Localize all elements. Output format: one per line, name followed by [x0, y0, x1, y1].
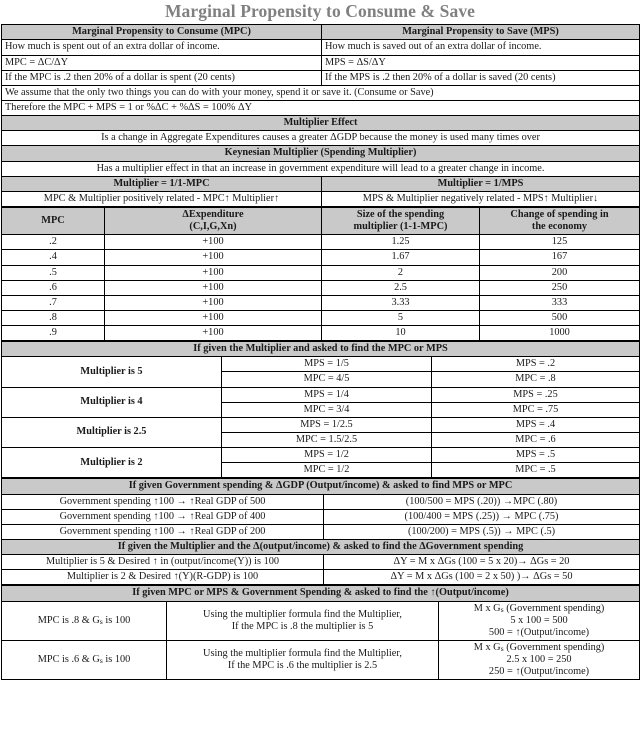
col-header-change-spending	[480, 207, 640, 234]
table-row	[2, 417, 640, 432]
cell-multiplier: 1.67	[322, 250, 480, 265]
find-output-header: If given MPC or MPS & Government Spending & asked to find the ↑(Output/income)	[2, 586, 640, 601]
computed-result: ΔY = M x ΔGs (100 = 5 x 20)→ ΔGs = 20	[324, 555, 640, 570]
mpc-decimal: MPC = .6	[432, 433, 640, 448]
result-line1-prefix: M x G	[473, 602, 501, 614]
table-row	[2, 586, 640, 601]
method-line2: If the MPC is .8 the multiplier is 5	[231, 620, 374, 632]
given-scenario: Multiplier is 2 & Desired ↑(Y)(R-GDP) is 100	[2, 570, 324, 585]
given-mpc-gs	[2, 601, 167, 640]
cell-change: 333	[480, 295, 640, 310]
mps-example: If the MPS is .2 then 20% of a dollar is saved (20 cents)	[322, 70, 640, 85]
cell-change: 125	[480, 235, 640, 250]
mps-fraction: MPS = 1/4	[222, 387, 432, 402]
multiplier-formula-mpc: Multiplier = 1/1-MPC	[2, 176, 322, 191]
table-row	[2, 357, 640, 372]
mps-header: Marginal Propensity to Save (MPS)	[322, 25, 640, 40]
given-prefix: MPC is .8 & G	[37, 614, 100, 626]
col-header-mpc: MPC	[2, 207, 105, 234]
cell-change: 200	[480, 265, 640, 280]
result-line1-suffix: (Government spending)	[503, 642, 605, 654]
given-scenario: Government spending ↑100 → ↑Real GDP of 500	[2, 494, 324, 509]
computed-result: (100/200) = MPS (.5)) → MPC (.5)	[324, 524, 640, 539]
table-row	[2, 342, 640, 357]
cell-expenditure: +100	[105, 295, 322, 310]
table-row	[2, 494, 640, 509]
keynesian-multiplier-body: Has a multiplier effect in that an increase in government expenditure will lead to a greater change in income.	[2, 161, 640, 176]
table-row	[2, 555, 640, 570]
result-line1-suffix: (Government spending)	[503, 602, 605, 614]
result-line1-subscript: s	[500, 604, 504, 614]
given-scenario: Government spending ↑100 → ↑Real GDP of 200	[2, 524, 324, 539]
table-row	[2, 265, 640, 280]
cell-multiplier: 3.33	[322, 295, 480, 310]
cell-mpc: .9	[2, 326, 105, 341]
table-row	[2, 55, 640, 70]
computed-result: ΔY = M x ΔGs (100 = 2 x 50) )→ ΔGs = 50	[324, 570, 640, 585]
multiplier-effect-header: Multiplier Effect	[2, 116, 640, 131]
cell-expenditure: +100	[105, 310, 322, 325]
col-header-expenditure-line2: (C,I,G,Xn)	[189, 221, 237, 233]
computed-result: (100/500 = MPS (.20)) →MPC (.80)	[324, 494, 640, 509]
table-row	[2, 40, 640, 55]
find-gov-spending-header: If given the Multiplier and the Δ(output/income) & asked to find the ΔGovernment spending	[2, 540, 640, 555]
cell-change: 1000	[480, 326, 640, 341]
cell-expenditure: +100	[105, 326, 322, 341]
method-description	[167, 641, 439, 680]
method-line1: Using the multiplier formula find the Multiplier,	[203, 648, 402, 660]
given-scenario: Government spending ↑100 → ↑Real GDP of 400	[2, 509, 324, 524]
given-mpc-gs	[2, 641, 167, 680]
table-row	[2, 146, 640, 161]
mpc-decimal: MPC = .75	[432, 402, 640, 417]
table-row	[2, 295, 640, 310]
col-header-expenditure	[105, 207, 322, 234]
mps-decimal: MPS = .2	[432, 357, 640, 372]
cell-mpc: .7	[2, 295, 105, 310]
method-description	[167, 601, 439, 640]
result-calculation	[439, 601, 640, 640]
cell-mpc: .2	[2, 235, 105, 250]
sum-identity: Therefore the MPC + MPS = 1 or %ΔC + %ΔS = 100% ΔY	[2, 100, 640, 115]
table-row	[2, 161, 640, 176]
cell-multiplier: 1.25	[322, 235, 480, 250]
mps-multiplier-relation: MPS & Multiplier negatively related - MPS↑ Multiplier↓	[322, 191, 640, 206]
result-line3: 250 = ↑(Output/income)	[488, 666, 590, 678]
multiplier-effect-body: Is a change in Aggregate Expenditures causes a greater ΔGDP because the money is used many times over	[2, 131, 640, 146]
mps-fraction: MPS = 1/5	[222, 357, 432, 372]
table-row	[2, 131, 640, 146]
cell-expenditure: +100	[105, 250, 322, 265]
mpc-header: Marginal Propensity to Consume (MPC)	[2, 25, 322, 40]
result-line2: 2.5 x 100 = 250	[506, 654, 572, 666]
cell-mpc: .6	[2, 280, 105, 295]
given-suffix: is 100	[102, 654, 131, 666]
col-header-change-spending-line1: Change of spending in	[510, 208, 609, 220]
cell-multiplier: 10	[322, 326, 480, 341]
cell-mpc: .4	[2, 250, 105, 265]
find-mpc-mps-table	[1, 341, 640, 478]
mpc-decimal: MPC = .5	[432, 463, 640, 478]
given-prefix: MPC is .6 & G	[37, 654, 100, 666]
multiplier-label: Multiplier is 2	[2, 448, 222, 478]
multiplier-formula-mps: Multiplier = 1/MPS	[322, 176, 640, 191]
computed-result: (100/400 = MPS (.25)) → MPC (.75)	[324, 509, 640, 524]
cell-multiplier: 5	[322, 310, 480, 325]
mpc-fraction: MPC = 4/5	[222, 372, 432, 387]
table-row	[2, 100, 640, 115]
method-line2: If the MPC is .6 the multiplier is 2.5	[227, 660, 378, 672]
mps-fraction: MPS = 1/2	[222, 448, 432, 463]
given-suffix: is 100	[102, 614, 131, 626]
result-line1-subscript: s	[500, 644, 504, 654]
table-row	[2, 601, 640, 640]
cell-change: 500	[480, 310, 640, 325]
table-row	[2, 570, 640, 585]
table-row	[2, 641, 640, 680]
table-row	[2, 235, 640, 250]
mpc-decimal: MPC = .8	[432, 372, 640, 387]
result-line1-prefix: M x G	[473, 642, 501, 654]
table-row	[2, 70, 640, 85]
mps-decimal: MPS = .25	[432, 387, 640, 402]
cell-multiplier: 2.5	[322, 280, 480, 295]
table-row	[2, 25, 640, 40]
table-row	[2, 479, 640, 494]
mps-formula: MPS = ΔS/ΔY	[322, 55, 640, 70]
table-row	[2, 250, 640, 265]
table-row	[2, 85, 640, 100]
table-row	[2, 540, 640, 555]
mpc-definition: How much is spent out of an extra dollar of income.	[2, 40, 322, 55]
table-row	[2, 191, 640, 206]
mpc-fraction: MPC = 1.5/2.5	[222, 433, 432, 448]
col-header-change-spending-line2: the economy	[531, 221, 588, 233]
keynesian-multiplier-header: Keynesian Multiplier (Spending Multiplier)	[2, 146, 640, 161]
multiplier-label: Multiplier is 2.5	[2, 417, 222, 447]
mpc-mps-table	[1, 24, 640, 207]
gov-spending-gdp-table	[1, 478, 640, 585]
gov-spending-gdp-header: If given Government spending & ΔGDP (Output/income) & asked to find MPS or MPC	[2, 479, 640, 494]
page-title: Marginal Propensity to Consume & Save	[164, 1, 476, 21]
table-row	[2, 387, 640, 402]
col-header-multiplier-size-line2: multiplier (1-1-MPC)	[353, 221, 448, 233]
given-scenario: Multiplier is 5 & Desired ↑ in (output/income(Y)) is 100	[2, 555, 324, 570]
result-calculation	[439, 641, 640, 680]
cell-expenditure: +100	[105, 265, 322, 280]
mpc-multiplier-relation: MPC & Multiplier positively related - MPC↑ Multiplier↑	[2, 191, 322, 206]
multiplier-label: Multiplier is 4	[2, 387, 222, 417]
table-row	[2, 326, 640, 341]
mps-decimal: MPS = .4	[432, 417, 640, 432]
mps-definition: How much is saved out of an extra dollar of income.	[322, 40, 640, 55]
cell-change: 167	[480, 250, 640, 265]
table-row	[2, 509, 640, 524]
given-subscript: s	[99, 656, 103, 666]
table-header-row	[2, 207, 640, 234]
mpc-formula: MPC = ΔC/ΔY	[2, 55, 322, 70]
multiplier-label: Multiplier is 5	[2, 357, 222, 387]
cell-expenditure: +100	[105, 280, 322, 295]
assumption-note: We assume that the only two things you can do with your money, spend it or save it. (Consume or Save)	[2, 85, 640, 100]
mpc-example: If the MPC is .2 then 20% of a dollar is spent (20 cents)	[2, 70, 322, 85]
method-line1: Using the multiplier formula find the Multiplier,	[203, 608, 402, 620]
given-subscript: s	[99, 616, 103, 626]
result-line2: 5 x 100 = 500	[510, 614, 568, 626]
cell-mpc: .5	[2, 265, 105, 280]
cell-change: 250	[480, 280, 640, 295]
col-header-multiplier-size	[322, 207, 480, 234]
table-row	[2, 524, 640, 539]
cell-mpc: .8	[2, 310, 105, 325]
mps-fraction: MPS = 1/2.5	[222, 417, 432, 432]
table-row	[2, 176, 640, 191]
col-header-expenditure-line1: ΔExpenditure	[182, 208, 244, 220]
cell-expenditure: +100	[105, 235, 322, 250]
find-output-table	[1, 585, 640, 680]
spending-multiplier-table	[1, 207, 640, 341]
mps-decimal: MPS = .5	[432, 448, 640, 463]
result-line3: 500 = ↑(Output/income)	[488, 626, 590, 638]
table-row	[2, 280, 640, 295]
table-row	[2, 310, 640, 325]
mpc-fraction: MPC = 1/2	[222, 463, 432, 478]
cell-multiplier: 2	[322, 265, 480, 280]
find-mpc-mps-header: If given the Multiplier and asked to find the MPC or MPS	[2, 342, 640, 357]
mpc-fraction: MPC = 3/4	[222, 402, 432, 417]
col-header-multiplier-size-line1: Size of the spending	[356, 208, 445, 220]
table-row	[2, 448, 640, 463]
table-row	[2, 116, 640, 131]
